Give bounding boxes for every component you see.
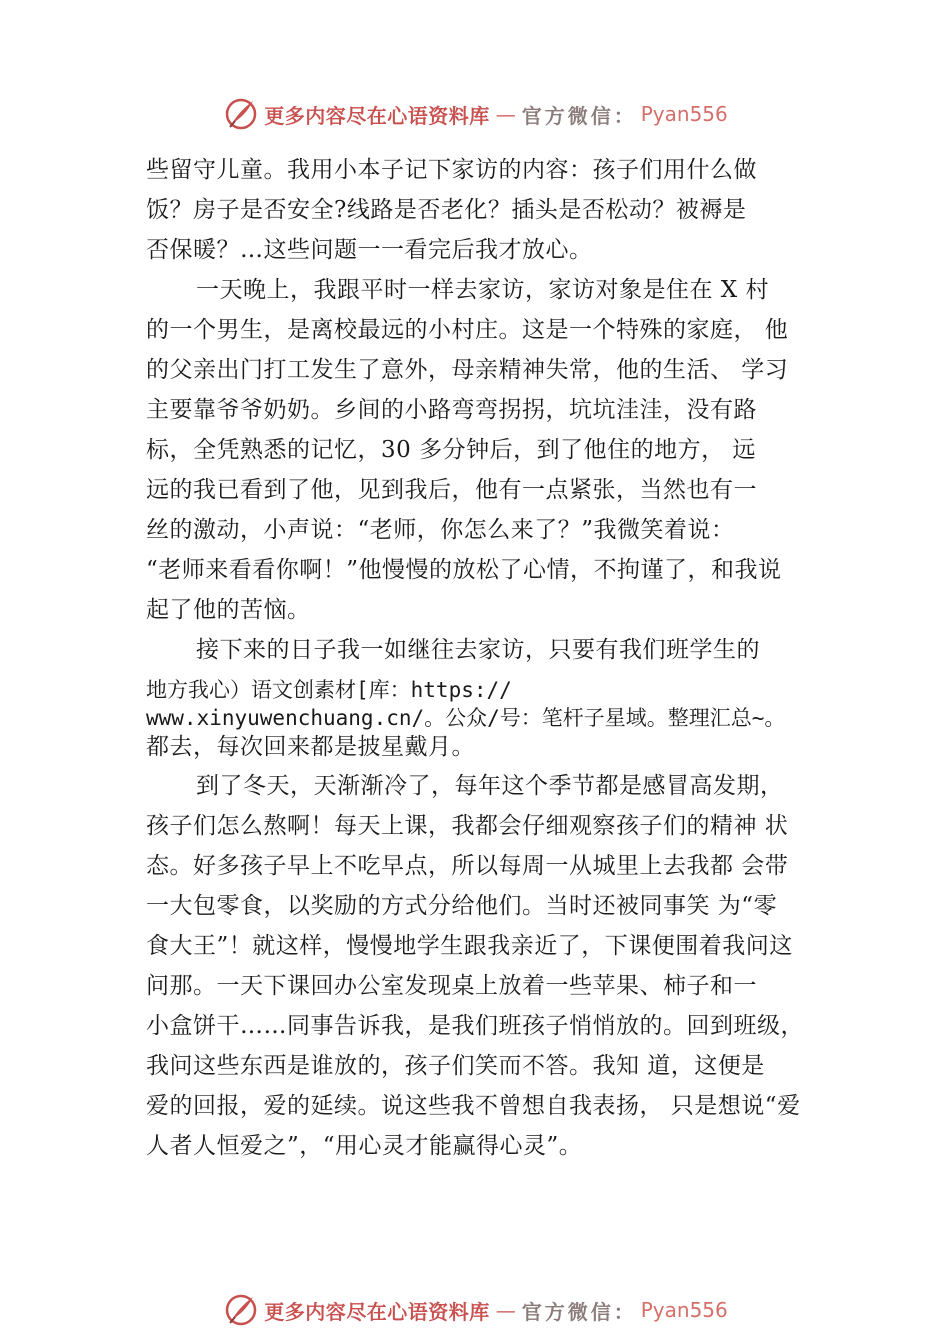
text-line: 的一个男生，是离校最远的小村庄。这是一个特殊的家庭， 他 — [146, 317, 789, 343]
text-line: 的父亲出门打工发生了意外，母亲精神失常，他的生活、 学习 — [146, 357, 789, 383]
text-line: 都去，每次回来都是披星戴月。 — [146, 734, 475, 760]
text-line: 否保暖？…这些问题一一看完后我才放心。 — [146, 237, 593, 263]
header-banner — [0, 94, 950, 134]
text-line: 丝的激动，小声说：“老师，你怎么来了？”我微笑着说： — [146, 517, 735, 543]
header-dash: — — [495, 102, 516, 126]
header-wechat-id: Pyan556 — [640, 102, 728, 126]
text-line: 问那。一天下课回办公室发现桌上放着一些苹果、柿子和一 — [146, 973, 757, 999]
header-official-label: 官方微信： — [521, 103, 637, 128]
text-line: 标，全凭熟悉的记忆，30 多分钟后，到了他住的地方， 远 — [146, 437, 756, 463]
footer-official-label: 官方微信： — [521, 1299, 637, 1324]
text-line: 饭？房子是否安全?线路是否老化？插头是否松动？被褥是 — [146, 197, 747, 223]
text-line: 起了他的苦恼。 — [146, 597, 311, 623]
watermark-line: 地方我心）语文创素材[库：https:// — [146, 678, 512, 702]
text-line: 食大王”！就这样，慢慢地学生跟我亲近了，下课便围着我问这 — [146, 933, 793, 959]
paragraph-start: 到了冬天，天渐渐冷了，每年这个季节都是感冒高发期， — [196, 773, 784, 799]
text-line: “老师来看看你啊！”他慢慢的放松了心情，不拘谨了，和我说 — [146, 557, 782, 583]
quill-pen-logo-icon — [222, 1291, 260, 1329]
text-line: 孩子们怎么熬啊！每天上课，我都会仔细观察孩子们的精神 状 — [146, 813, 789, 839]
footer-site-name: 更多内容尽在心语资料库 — [264, 1299, 490, 1324]
text-line: 我问这些东西是谁放的，孩子们笑而不答。我知 道，这便是 — [146, 1053, 765, 1079]
article-body — [146, 150, 846, 1166]
text-line: 小盒饼干……同事告诉我，是我们班孩子悄悄放的。回到班级， — [146, 1013, 804, 1039]
footer-banner — [0, 1290, 950, 1330]
footer-dash: — — [495, 1298, 516, 1322]
paragraph-start: 一天晚上，我跟平时一样去家访，家访对象是住在 X 村 — [196, 277, 769, 303]
text-line: 一大包零食，以奖励的方式分给他们。当时还被同事笑 为“零 — [146, 893, 778, 919]
watermark-url-line: www.xinyuwenchuang.cn/。公众/号：笔杆子星域。整理汇总~。 — [146, 706, 786, 730]
text-line: 爱的回报，爱的延续。说这些我不曾想自我表扬， 只是想说“爱 — [146, 1093, 801, 1119]
text-line: 人者人恒爱之”，“用心灵才能赢得心灵”。 — [146, 1133, 583, 1159]
text-line: 主要靠爷爷奶奶。乡间的小路弯弯拐拐，坑坑洼洼，没有路 — [146, 397, 757, 423]
text-line: 态。好多孩子早上不吃早点，所以每周一从城里上去我都 会带 — [146, 853, 789, 879]
quill-pen-logo-icon — [222, 95, 260, 133]
paragraph-start: 接下来的日子我一如继往去家访，只要有我们班学生的 — [196, 637, 760, 663]
footer-wechat-id: Pyan556 — [640, 1298, 728, 1322]
text-line: 些留守儿童。我用小本子记下家访的内容：孩子们用什么做 — [146, 157, 757, 183]
text-line: 远的我已看到了他，见到我后，他有一点紧张，当然也有一 — [146, 477, 757, 503]
header-site-name: 更多内容尽在心语资料库 — [264, 103, 490, 128]
